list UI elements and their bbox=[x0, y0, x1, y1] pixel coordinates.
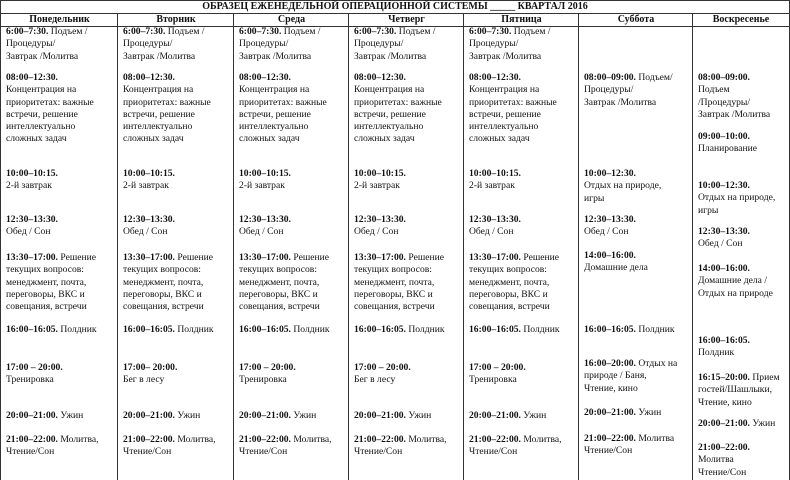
schedule-entry bbox=[239, 72, 346, 146]
column-friday bbox=[463, 13, 579, 480]
entry-time: 16:00–16:05. bbox=[354, 324, 406, 335]
schedule-entry bbox=[239, 362, 346, 387]
entry-activity: Молитва, Чтение/Сон bbox=[123, 434, 216, 458]
schedule-entry bbox=[469, 168, 576, 193]
entry-activity: Подъем / Процедуры/ Завтрак /Молитва bbox=[239, 26, 321, 62]
schedule-entry bbox=[584, 214, 690, 239]
entry-activity: 2-й завтрак bbox=[469, 180, 515, 192]
schedule-entry bbox=[239, 434, 346, 459]
entry-activity: Концентрация на приоритетах: важные встречи, решение интеллектуально сложных задач bbox=[354, 84, 442, 145]
day-header: Пятница bbox=[464, 13, 579, 27]
column-saturday bbox=[578, 13, 693, 480]
entry-time: 16:00–16:05. bbox=[698, 335, 750, 346]
entry-time: 13:30–17:00. bbox=[469, 252, 521, 263]
entry-time: 12:30–13:30. bbox=[584, 214, 636, 225]
schedule-entry bbox=[698, 72, 786, 121]
entry-activity: Ужин bbox=[174, 410, 201, 421]
entry-activity: Решение текущих вопросов: менеджмент, почта, переговоры, ВКС и совещания, встречи bbox=[239, 252, 330, 313]
entry-activity: Молитва, Чтение/Сон bbox=[469, 434, 562, 458]
entry-activity: Полдник bbox=[57, 324, 97, 335]
schedule-entry bbox=[354, 72, 461, 146]
schedule-entry bbox=[123, 72, 231, 146]
entry-time: 09:00–10:00. bbox=[698, 131, 750, 142]
entry-time: 16:00–20:00. bbox=[584, 358, 636, 369]
entry-time: 6:00–7:30. bbox=[239, 26, 282, 37]
entry-time: 21:00–22:00. bbox=[239, 434, 291, 445]
schedule-entry bbox=[469, 410, 576, 422]
entry-activity: Бег в лесу bbox=[123, 374, 165, 386]
schedule-entry bbox=[698, 372, 786, 409]
schedule-entry bbox=[6, 72, 115, 146]
schedule-entry bbox=[123, 26, 231, 63]
entry-time: 20:00–21:00. bbox=[123, 410, 175, 421]
schedule-entry bbox=[469, 26, 576, 63]
entry-activity: Решение текущих вопросов: менеджмент, почта, переговоры, ВКС и совещания, встречи bbox=[469, 252, 560, 313]
schedule-entry bbox=[354, 362, 461, 387]
entry-time: 21:00–22:00. bbox=[584, 433, 636, 444]
schedule-entry bbox=[354, 214, 461, 239]
entry-time: 21:00–22:00. bbox=[123, 434, 175, 445]
entry-activity: Полдник bbox=[405, 324, 445, 335]
entry-time: 13:30–17:00. bbox=[6, 252, 58, 263]
entry-time: 14:00–16:00. bbox=[698, 263, 750, 274]
schedule-entry bbox=[698, 418, 786, 430]
entry-activity: Полдник bbox=[290, 324, 330, 335]
entry-time: 21:00–22:00. bbox=[354, 434, 406, 445]
entry-activity: Ужин bbox=[749, 418, 776, 429]
entry-time: 16:00–16:05. bbox=[239, 324, 291, 335]
entry-activity: Обед / Сон bbox=[354, 226, 399, 238]
entry-time: 16:00–16:05. bbox=[123, 324, 175, 335]
entry-activity: Подъем / Процедуры/ Завтрак /Молитва bbox=[123, 26, 205, 62]
entry-time: 16:00–16:05. bbox=[584, 324, 636, 335]
schedule-entry bbox=[698, 335, 786, 360]
entry-activity: Подъем / Процедуры/ Завтрак /Молитва bbox=[6, 26, 88, 62]
schedule-entry bbox=[123, 252, 231, 313]
entry-activity: Молитва Чтение/Сон bbox=[584, 433, 675, 457]
entry-time: 6:00–7:30. bbox=[6, 26, 49, 37]
entry-time: 16:00–16:05. bbox=[469, 324, 521, 335]
entry-activity: Отдых на природе / Баня, Чтение, кино bbox=[584, 358, 678, 394]
entry-activity: 2-й завтрак bbox=[239, 180, 285, 192]
schedule-entry bbox=[239, 214, 346, 239]
entry-time: 13:30–17:00. bbox=[123, 252, 175, 263]
entry-time: 10:00–10:15. bbox=[354, 168, 406, 179]
schedule-entry bbox=[239, 168, 346, 193]
entry-activity: 2-й завтрак bbox=[354, 180, 400, 192]
entry-time: 08:00–09:00. bbox=[698, 72, 750, 83]
entry-activity: Бег в лесу bbox=[354, 374, 396, 386]
entry-activity: Концентрация на приоритетах: важные встречи, решение интеллектуально сложных задач bbox=[6, 84, 94, 145]
entry-time: 10:00–10:15. bbox=[123, 168, 175, 179]
entry-activity: Обед / Сон bbox=[698, 238, 743, 250]
entry-time: 21:00–22:00. bbox=[6, 434, 58, 445]
day-header: Четверг bbox=[349, 13, 464, 27]
column-wednesday bbox=[233, 13, 349, 480]
entry-activity: Подъем / Процедуры/ Завтрак /Молитва bbox=[469, 26, 551, 62]
entry-time: 13:30–17:00. bbox=[239, 252, 291, 263]
schedule-entry bbox=[123, 214, 231, 239]
schedule-entry bbox=[6, 26, 115, 63]
schedule-entry bbox=[354, 410, 461, 422]
schedule-entry bbox=[469, 72, 576, 146]
day-header: Среда bbox=[234, 13, 349, 27]
entry-activity: Полдник bbox=[635, 324, 675, 335]
schedule-entry bbox=[354, 434, 461, 459]
entry-activity: Обед / Сон bbox=[123, 226, 168, 238]
entry-time: 12:30–13:30. bbox=[469, 214, 521, 225]
schedule-entry bbox=[584, 324, 690, 336]
schedule-entry bbox=[698, 180, 786, 217]
day-header: Суббота bbox=[579, 13, 693, 27]
entry-activity: Тренировка bbox=[239, 374, 287, 386]
schedule-entry bbox=[354, 168, 461, 193]
entry-activity: Ужин bbox=[520, 410, 547, 421]
entry-activity: 2-й завтрак bbox=[6, 180, 52, 192]
schedule-entry bbox=[698, 263, 786, 300]
entry-activity: Полдник bbox=[174, 324, 214, 335]
day-header: Понедельник bbox=[1, 13, 118, 27]
entry-activity: Обед / Сон bbox=[584, 226, 629, 238]
entry-time: 08:00–12:30. bbox=[469, 72, 521, 83]
entry-time: 20:00–21:00. bbox=[6, 410, 58, 421]
entry-activity: Тренировка bbox=[6, 374, 54, 386]
schedule-entry bbox=[584, 72, 690, 109]
schedule-entry bbox=[6, 434, 115, 459]
entry-time: 20:00–21:00. bbox=[698, 418, 750, 429]
schedule-entry bbox=[123, 410, 231, 422]
entry-activity: Домашние дела bbox=[584, 262, 648, 274]
entry-activity: Концентрация на приоритетах: важные встречи, решение интеллектуально сложных задач bbox=[469, 84, 557, 145]
schedule-entry bbox=[123, 324, 231, 336]
entry-time: 21:00–22:00. bbox=[698, 442, 750, 453]
entry-time: 08:00–12:30. bbox=[354, 72, 406, 83]
schedule-entry bbox=[6, 214, 115, 239]
entry-activity: Ужин bbox=[57, 410, 84, 421]
entry-time: 12:30–13:30. bbox=[698, 226, 750, 237]
schedule-entry bbox=[469, 324, 576, 336]
entry-time: 17:00 – 20:00. bbox=[239, 362, 296, 373]
schedule-entry bbox=[469, 434, 576, 459]
entry-activity: Обед / Сон bbox=[469, 226, 514, 238]
entry-activity: Концентрация на приоритетах: важные встречи, решение интеллектуально сложных задач bbox=[239, 84, 327, 145]
schedule-entry bbox=[584, 168, 690, 205]
entry-time: 17:00– 20:00. bbox=[123, 362, 178, 373]
column-tuesday bbox=[117, 13, 234, 480]
page-title: ОБРАЗЕЦ ЕЖЕНЕДЕЛЬНОЙ ОПЕРАЦИОННОЙ СИСТЕМЫ _____ КВАРТАЛ 2016 bbox=[0, 0, 790, 13]
column-monday bbox=[0, 13, 118, 480]
entry-time: 08:00–12:30. bbox=[123, 72, 175, 83]
entry-time: 12:30–13:30. bbox=[123, 214, 175, 225]
schedule-entry bbox=[469, 252, 576, 313]
entry-time: 14:00–16:00. bbox=[584, 250, 636, 261]
entry-activity: Подъем / Процедуры/ Завтрак /Молитва bbox=[354, 26, 436, 62]
schedule-entry bbox=[123, 362, 231, 387]
entry-activity: Подъем/ Процедуры/ Завтрак /Молитва bbox=[584, 72, 673, 108]
schedule-entry bbox=[469, 214, 576, 239]
column-sunday bbox=[692, 13, 790, 480]
entry-activity: Ужин bbox=[405, 410, 432, 421]
entry-activity: Молитва, Чтение/Сон bbox=[354, 434, 447, 458]
entry-activity: Планирование bbox=[698, 143, 758, 155]
schedule-entry bbox=[6, 324, 115, 336]
entry-activity: 2-й завтрак bbox=[123, 180, 169, 192]
entry-time: 17:00 – 20:00. bbox=[6, 362, 63, 373]
entry-activity: Тренировка bbox=[469, 374, 517, 386]
entry-time: 08:00–09:00. bbox=[584, 72, 636, 83]
schedule-entry bbox=[584, 250, 690, 275]
entry-activity: Обед / Сон bbox=[239, 226, 284, 238]
entry-time: 20:00–21:00. bbox=[469, 410, 521, 421]
day-header: Воскресенье bbox=[693, 13, 789, 27]
schedule-entry bbox=[584, 433, 690, 458]
entry-activity: Отдых на природе, игры bbox=[698, 192, 776, 216]
entry-time: 17:00 – 20:00. bbox=[469, 362, 526, 373]
schedule-entry bbox=[239, 324, 346, 336]
entry-time: 6:00–7:30. bbox=[354, 26, 397, 37]
entry-activity: Полдник bbox=[520, 324, 560, 335]
entry-time: 16:00–16:05. bbox=[6, 324, 58, 335]
schedule-entry bbox=[584, 358, 690, 395]
entry-time: 12:30–13:30. bbox=[6, 214, 58, 225]
entry-activity: Обед / Сон bbox=[6, 226, 51, 238]
entry-time: 20:00–21:00. bbox=[354, 410, 406, 421]
schedule-entry bbox=[239, 252, 346, 313]
schedule-entry bbox=[239, 410, 346, 422]
schedule-entry bbox=[123, 434, 231, 459]
entry-time: 10:00–10:15. bbox=[239, 168, 291, 179]
schedule-entry bbox=[698, 131, 786, 156]
entry-time: 10:00–12:30. bbox=[698, 180, 750, 191]
entry-time: 12:30–13:30. bbox=[239, 214, 291, 225]
entry-time: 6:00–7:30. bbox=[469, 26, 512, 37]
entry-time: 10:00–12:30. bbox=[584, 168, 636, 179]
entry-activity: Подъем /Процедуры/ Завтрак /Молитва bbox=[698, 84, 771, 120]
entry-activity: Молитва, Чтение/Сон bbox=[239, 434, 332, 458]
entry-time: 20:00–21:00. bbox=[584, 407, 636, 418]
entry-activity: Домашние дела / Отдых на природе bbox=[698, 275, 773, 299]
entry-time: 13:30–17:00. bbox=[354, 252, 406, 263]
entry-time: 10:00–10:15. bbox=[469, 168, 521, 179]
entry-activity: Решение текущих вопросов: менеджмент, почта, переговоры, ВКС и совещания, встречи bbox=[354, 252, 445, 313]
entry-time: 10:00–10:15. bbox=[6, 168, 58, 179]
schedule-entry bbox=[6, 410, 115, 422]
entry-activity: Полдник bbox=[698, 347, 735, 359]
schedule-entry bbox=[698, 226, 786, 251]
entry-time: 20:00–21:00. bbox=[239, 410, 291, 421]
entry-activity: Молитва, Чтение/Сон bbox=[6, 434, 99, 458]
entry-time: 16:15–20:00. bbox=[698, 372, 750, 383]
entry-time: 17:00 – 20:00. bbox=[354, 362, 411, 373]
schedule-entry bbox=[6, 252, 115, 313]
entry-activity: Прием гостей/Шашлыки, Чтение, кино bbox=[698, 372, 780, 408]
entry-time: 08:00–12:30. bbox=[239, 72, 291, 83]
schedule-entry bbox=[584, 407, 690, 419]
schedule-entry bbox=[354, 26, 461, 63]
entry-time: 21:00–22:00. bbox=[469, 434, 521, 445]
schedule-entry bbox=[123, 168, 231, 193]
column-thursday bbox=[348, 13, 464, 480]
entry-activity: Решение текущих вопросов: менеджмент, почта, переговоры, ВКС и совещания, встречи bbox=[123, 252, 214, 313]
schedule-entry bbox=[239, 26, 346, 63]
schedule-entry bbox=[6, 362, 115, 387]
entry-activity: Решение текущих вопросов: менеджмент, почта, переговоры, ВКС и совещания, встречи bbox=[6, 252, 97, 313]
entry-activity: Молитва Чтение/Сон bbox=[698, 454, 747, 478]
entry-activity: Концентрация на приоритетах: важные встречи, решение интеллектуально сложных задач bbox=[123, 84, 211, 145]
entry-activity: Отдых на природе, игры bbox=[584, 180, 662, 204]
schedule-entry bbox=[698, 442, 786, 479]
schedule-entry bbox=[354, 324, 461, 336]
entry-time: 6:00–7:30. bbox=[123, 26, 166, 37]
entry-time: 12:30–13:30. bbox=[354, 214, 406, 225]
schedule-entry bbox=[354, 252, 461, 313]
entry-time: 08:00–12:30. bbox=[6, 72, 58, 83]
entry-activity: Ужин bbox=[290, 410, 317, 421]
day-header: Вторник bbox=[118, 13, 234, 27]
schedule-entry bbox=[469, 362, 576, 387]
schedule-entry bbox=[6, 168, 115, 193]
entry-activity: Ужин bbox=[635, 407, 662, 418]
